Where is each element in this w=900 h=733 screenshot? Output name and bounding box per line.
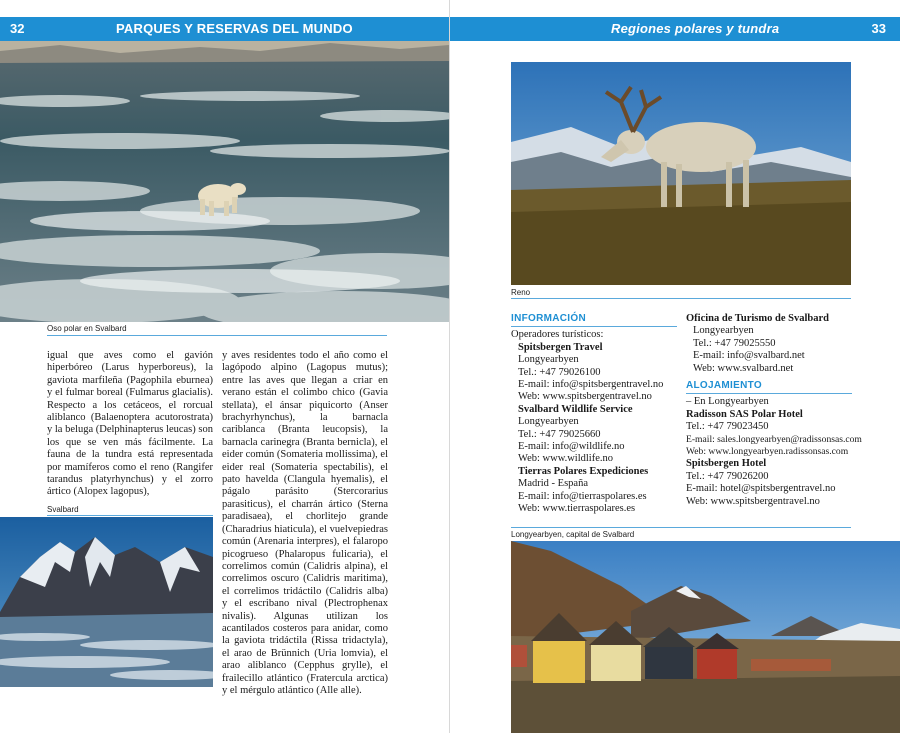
- operator-2-city: Longyearbyen: [518, 416, 579, 428]
- operators-label: Operadores turísticos:: [511, 329, 604, 341]
- reindeer-caption: Reno: [511, 288, 531, 297]
- polar-bear-photo: [0, 41, 449, 322]
- operator-1-web: Web: www.spitsbergentravel.no: [518, 391, 652, 403]
- info-heading: INFORMACIÓN: [511, 313, 586, 324]
- operator-3-email: E-mail: info@tierraspolares.es: [518, 490, 647, 502]
- longyearbyen-photo: [511, 541, 900, 733]
- operator-3-web: Web: www.tierraspolares.es: [518, 503, 636, 515]
- tourism-office-web: Web: www.svalbard.net: [693, 362, 794, 374]
- right-page: [450, 0, 900, 733]
- tourism-office-tel: Tel.: +47 79025550: [693, 337, 776, 349]
- lodging-heading-rule: [686, 393, 852, 394]
- lodging-area: – En Longyearbyen: [686, 396, 769, 408]
- operator-1-name: Spitsbergen Travel: [518, 341, 603, 353]
- hotel-2-web: Web: www.spitsbergentravel.no: [686, 495, 820, 507]
- body-column-1: [47, 350, 213, 499]
- reindeer-illustration: [511, 62, 851, 285]
- tourism-office-city: Longyearbyen: [693, 325, 754, 337]
- lodging-heading: ALOJAMIENTO: [686, 380, 762, 392]
- operator-3-name: Tierras Polares Expediciones: [518, 465, 649, 477]
- body-column-2: [222, 350, 388, 697]
- operator-1-tel: Tel.: +47 79026100: [518, 366, 601, 378]
- svalbard-mountains-photo: [0, 517, 213, 687]
- svalbard-caption-rule: [47, 515, 213, 516]
- left-running-title: PARQUES Y RESERVAS DEL MUNDO: [116, 21, 353, 36]
- left-page-header: [0, 17, 450, 41]
- body-paragraph-2: y aves residentes todo el año como el lagópodo alpino (Lagopus mutus); entre las aves que llegan a criar en verano están el colimbo chico (Gavia stellata), el ánsar piquicorto (Anser brachyrhynchus), la barnacla cariblanca (Branta leucopsis), la barnacla carinegra (Branta bernicla), el eider común (Somateria mollissima), el eider real (Somateria spectabilis), el pato havelda (Clangula hyemalis), el págalo parásito (Stercorarius parasiticus), el charrán ártico (Sterna paradisaea), el chorlitejo grande (Charadrius hiaticula), el vuelvepiedras común (Arenaria interpres), el falaropo picogrueso (Phalaropus fulicaria), el correlimos común (Calidris alpina), el correlimos oscuro (Calidris maritima), el correlimos tridáctilo (Calidris alba) y el escribano nival (Plectrophenax nivalis). Algunas utilizan los acantilados costeros para anidar, como la gaviota tridáctila (Rissa tridactyla), el arao de Brünnich (Uria lomvia), el arao aliblanco (Cepphus grylle), el frailecillo atlántico (Fratercula arctica) y el mérgulo atlántico (Alle alle).: [222, 350, 388, 696]
- hotel-1-tel: Tel.: +47 79023450: [686, 421, 769, 433]
- operator-1-city: Longyearbyen: [518, 354, 579, 366]
- operator-2-web: Web: www.wildlife.no: [518, 453, 613, 465]
- tourism-office-email: E-mail: info@svalbard.net: [693, 350, 805, 362]
- info-column: [511, 313, 677, 516]
- body-paragraph-1: igual que aves como el gavión hiperbóreo (Larus hyperboreus), la gaviota marfileña (Pagophila eburnea) y el fulmar boreal (Fulmarus glacialis). Respecto a los cetáceos, el rorcual aliblanco (Balaenoptera acutorostrata) y la beluga (Delphinapterus leucas) son los que se ven más fácilmente. La fauna de la tundra está representada por mamíferos como el reno (Rangifer tarandus platyrhynchus) y el zorro ártico (Alopex lagopus),: [47, 350, 213, 498]
- svalbard-caption: Svalbard: [47, 505, 79, 514]
- info-heading-rule: [511, 326, 677, 327]
- left-page-number: 32: [10, 21, 25, 36]
- hotel-1-name: Radisson SAS Polar Hotel: [686, 408, 803, 420]
- operator-1-email: E-mail: info@spitsbergentravel.no: [518, 379, 664, 391]
- hotel-2-name: Spitsbergen Hotel: [686, 458, 767, 470]
- operator-2-name: Svalbard Wildlife Service: [518, 403, 633, 415]
- hotel-2-tel: Tel.: +47 79026200: [686, 470, 769, 482]
- right-page-header: [450, 17, 900, 41]
- longyearbyen-caption: Longyearbyen, capital de Svalbard: [511, 530, 635, 539]
- hotel-2-email: E-mail: hotel@spitsbergentravel.no: [686, 483, 836, 495]
- longyearbyen-illustration: [511, 541, 900, 733]
- longyearbyen-caption-rule-top: [511, 527, 851, 528]
- svalbard-mountains-illustration: [0, 517, 213, 687]
- hotel-1-email: E-mail: sales.longyearbyen@radissonsas.com: [686, 433, 862, 445]
- office-lodging-column: [686, 313, 862, 508]
- polar-bear-caption: Oso polar en Svalbard: [47, 324, 127, 333]
- polar-bear-illustration: [0, 41, 449, 322]
- operator-3-city: Madrid - España: [518, 478, 588, 490]
- reindeer-photo: [511, 62, 851, 285]
- tourism-office-name: Oficina de Turismo de Svalbard: [686, 313, 829, 324]
- reindeer-caption-rule: [511, 298, 851, 299]
- operator-2-email: E-mail: info@wildlife.no: [518, 441, 625, 453]
- right-running-title: Regiones polares y tundra: [611, 21, 780, 36]
- hotel-1-web: Web: www.longyearbyen.radissonsas.com: [686, 446, 849, 458]
- operator-2-tel: Tel.: +47 79025660: [518, 428, 601, 440]
- right-page-number: 33: [871, 21, 886, 36]
- polar-bear-caption-rule: [47, 335, 387, 336]
